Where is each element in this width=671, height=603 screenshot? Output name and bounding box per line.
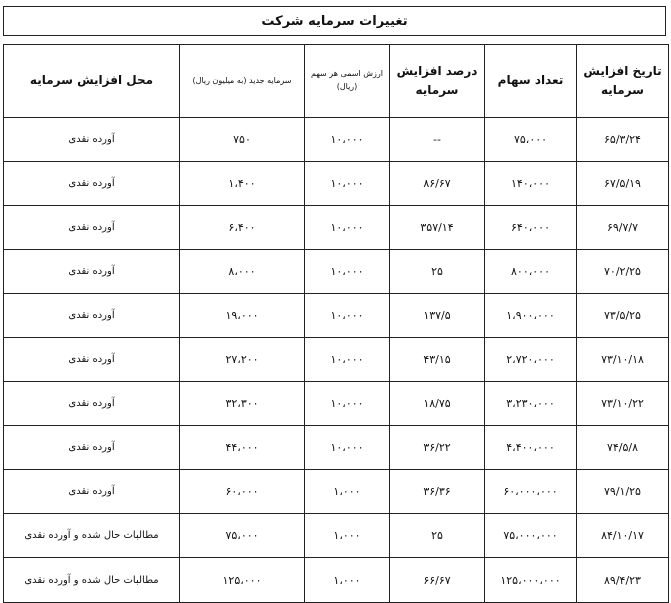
header-shares: تعداد سهام	[485, 45, 577, 118]
table-row	[4, 118, 669, 162]
cell-percent: ۲۵	[390, 250, 485, 294]
cell-date: ۷۳/۱۰/۱۸	[577, 338, 669, 382]
header-date: تاریخ افزایش سرمایه	[577, 45, 669, 118]
cell-source: آورده نقدی	[4, 382, 180, 426]
header-percent: درصد افزایش سرمایه	[390, 45, 485, 118]
cell-shares: ۱۴۰،۰۰۰	[485, 162, 577, 206]
table-row	[4, 250, 669, 294]
cell-percent: ۳۶/۲۲	[390, 426, 485, 470]
cell-date: ۶۵/۳/۲۴	[577, 118, 669, 162]
cell-new-capital: ۶۰،۰۰۰	[180, 470, 305, 514]
cell-source: آورده نقدی	[4, 162, 180, 206]
cell-shares: ۳،۲۳۰،۰۰۰	[485, 382, 577, 426]
cell-source: آورده نقدی	[4, 206, 180, 250]
cell-new-capital: ۴۴،۰۰۰	[180, 426, 305, 470]
cell-new-capital: ۸،۰۰۰	[180, 250, 305, 294]
cell-date: ۶۷/۵/۱۹	[577, 162, 669, 206]
cell-date: ۷۳/۵/۲۵	[577, 294, 669, 338]
document-title: تغییرات سرمایه شرکت	[3, 6, 666, 36]
cell-shares: ۴،۴۰۰،۰۰۰	[485, 426, 577, 470]
cell-percent: ۸۶/۶۷	[390, 162, 485, 206]
header-source: محل افزایش سرمایه	[4, 45, 180, 118]
cell-percent: ۳۵۷/۱۴	[390, 206, 485, 250]
cell-shares: ۷۵،۰۰۰،۰۰۰	[485, 514, 577, 558]
cell-shares: ۸۰۰،۰۰۰	[485, 250, 577, 294]
table-row	[4, 338, 669, 382]
cell-nominal-value: ۱۰،۰۰۰	[305, 206, 390, 250]
cell-percent: ۴۳/۱۵	[390, 338, 485, 382]
cell-nominal-value: ۱۰،۰۰۰	[305, 338, 390, 382]
cell-shares: ۷۵،۰۰۰	[485, 118, 577, 162]
cell-new-capital: ۲۷،۲۰۰	[180, 338, 305, 382]
header-nominal-value: ارزش اسمی هر سهم (ریال)	[305, 45, 390, 118]
cell-source: آورده نقدی	[4, 294, 180, 338]
cell-percent: ۶۶/۶۷	[390, 558, 485, 603]
cell-source: آورده نقدی	[4, 426, 180, 470]
table-row	[4, 470, 669, 514]
cell-nominal-value: ۱،۰۰۰	[305, 558, 390, 603]
cell-percent: --	[390, 118, 485, 162]
cell-nominal-value: ۱،۰۰۰	[305, 514, 390, 558]
cell-nominal-value: ۱۰،۰۰۰	[305, 426, 390, 470]
cell-date: ۶۹/۷/۷	[577, 206, 669, 250]
cell-percent: ۲۵	[390, 514, 485, 558]
cell-shares: ۶۴۰،۰۰۰	[485, 206, 577, 250]
table-row	[4, 382, 669, 426]
cell-source: مطالبات حال شده و آورده نقدی	[4, 514, 180, 558]
cell-percent: ۳۶/۳۶	[390, 470, 485, 514]
table-row	[4, 558, 669, 603]
cell-new-capital: ۱،۴۰۰	[180, 162, 305, 206]
cell-date: ۷۴/۵/۸	[577, 426, 669, 470]
cell-shares: ۱۲۵،۰۰۰،۰۰۰	[485, 558, 577, 603]
cell-nominal-value: ۱۰،۰۰۰	[305, 162, 390, 206]
cell-new-capital: ۱۹،۰۰۰	[180, 294, 305, 338]
cell-new-capital: ۶،۴۰۰	[180, 206, 305, 250]
table-body	[4, 118, 669, 603]
table-row	[4, 206, 669, 250]
cell-source: آورده نقدی	[4, 250, 180, 294]
cell-nominal-value: ۱۰،۰۰۰	[305, 118, 390, 162]
cell-date: ۸۴/۱۰/۱۷	[577, 514, 669, 558]
cell-source: آورده نقدی	[4, 118, 180, 162]
table-row	[4, 162, 669, 206]
cell-shares: ۲،۷۲۰،۰۰۰	[485, 338, 577, 382]
cell-percent: ۱۳۷/۵	[390, 294, 485, 338]
cell-nominal-value: ۱۰،۰۰۰	[305, 250, 390, 294]
capital-changes-table	[3, 44, 669, 603]
cell-nominal-value: ۱۰،۰۰۰	[305, 382, 390, 426]
cell-source: آورده نقدی	[4, 470, 180, 514]
cell-date: ۷۰/۲/۲۵	[577, 250, 669, 294]
cell-date: ۷۹/۱/۲۵	[577, 470, 669, 514]
cell-shares: ۶۰،۰۰۰،۰۰۰	[485, 470, 577, 514]
header-new-capital: سرمایه جدید (به میلیون ریال)	[180, 45, 305, 118]
cell-new-capital: ۷۵۰	[180, 118, 305, 162]
cell-nominal-value: ۱،۰۰۰	[305, 470, 390, 514]
cell-new-capital: ۷۵،۰۰۰	[180, 514, 305, 558]
table-row	[4, 426, 669, 470]
table-row	[4, 514, 669, 558]
cell-percent: ۱۸/۷۵	[390, 382, 485, 426]
cell-new-capital: ۱۲۵،۰۰۰	[180, 558, 305, 603]
cell-source: مطالبات حال شده و آورده نقدی	[4, 558, 180, 603]
table-header-row	[4, 45, 669, 118]
cell-date: ۸۹/۴/۲۳	[577, 558, 669, 603]
cell-date: ۷۳/۱۰/۲۲	[577, 382, 669, 426]
cell-source: آورده نقدی	[4, 338, 180, 382]
table-row	[4, 294, 669, 338]
cell-nominal-value: ۱۰،۰۰۰	[305, 294, 390, 338]
cell-shares: ۱،۹۰۰،۰۰۰	[485, 294, 577, 338]
cell-new-capital: ۳۲،۳۰۰	[180, 382, 305, 426]
